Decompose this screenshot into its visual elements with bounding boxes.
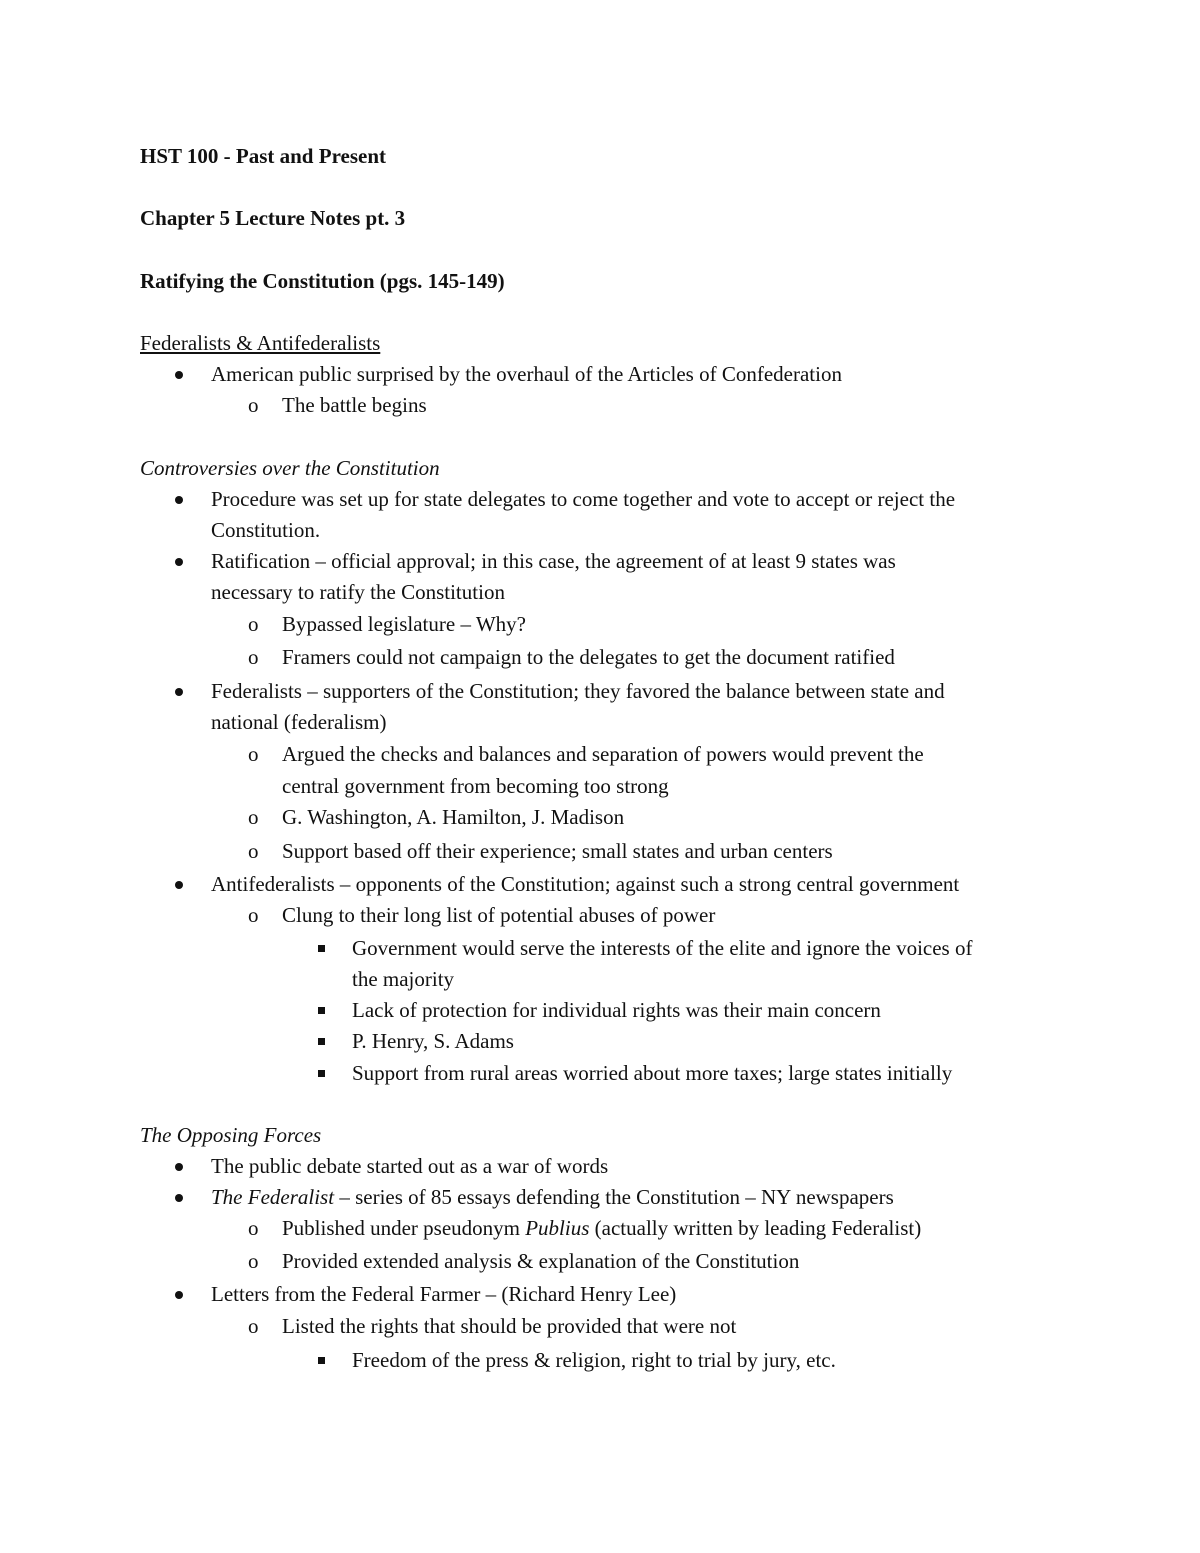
bullet-dot	[175, 358, 183, 390]
list-item: Provided extended analysis & explanation of the Constitution	[282, 1249, 800, 1273]
pseudonym-prefix: Published under pseudonym	[282, 1216, 526, 1240]
bullet-dot	[175, 675, 183, 707]
list-item	[282, 1212, 921, 1244]
pseudonym-name: Publius	[525, 1216, 590, 1240]
bullet-circle: o	[248, 1314, 259, 1338]
section-heading-opposing-forces: The Opposing Forces	[140, 1123, 322, 1147]
bullet-square	[318, 932, 325, 964]
pseudonym-suffix: (actually written by leading Federalist)	[589, 1216, 922, 1240]
bullet-square	[318, 1025, 325, 1057]
bullet-dot	[175, 868, 183, 900]
list-item: Federalists – supporters of the Constitution; they favored the balance between state and	[211, 679, 945, 703]
section-heading-controversies: Controversies over the Constitution	[140, 456, 440, 480]
list-item: P. Henry, S. Adams	[352, 1029, 514, 1053]
bullet-circle: o	[248, 1249, 259, 1273]
list-item: Letters from the Federal Farmer – (Richard Henry Lee)	[211, 1282, 677, 1306]
list-item: Clung to their long list of potential abuses of power	[282, 903, 716, 927]
bullet-square	[318, 994, 325, 1026]
list-item	[211, 1181, 894, 1213]
list-item: Support based off their experience; small states and urban centers	[282, 839, 833, 863]
section-heading-federalists: Federalists & Antifederalists	[140, 331, 381, 355]
list-item: Ratification – official approval; in this case, the agreement of at least 9 states was	[211, 549, 896, 573]
list-item-continuation: national (federalism)	[211, 710, 387, 734]
list-item-continuation: central government from becoming too strong	[282, 774, 669, 798]
federalist-description: – series of 85 essays defending the Constitution – NY newspapers	[334, 1185, 894, 1209]
list-item: Lack of protection for individual rights was their main concern	[352, 998, 881, 1022]
bullet-dot	[175, 483, 183, 515]
list-item: Government would serve the interests of the elite and ignore the voices of	[352, 936, 973, 960]
bullet-dot	[175, 1181, 183, 1213]
bullet-circle: o	[248, 393, 259, 417]
bullet-circle: o	[248, 839, 259, 863]
bullet-circle: o	[248, 612, 259, 636]
course-title: HST 100 - Past and Present	[140, 144, 386, 168]
bullet-circle: o	[248, 742, 259, 766]
list-item: Bypassed legislature – Why?	[282, 612, 526, 636]
list-item: American public surprised by the overhaul of the Articles of Confederation	[211, 362, 842, 386]
federalist-title: The Federalist	[211, 1185, 335, 1209]
chapter-title: Chapter 5 Lecture Notes pt. 3	[140, 206, 406, 230]
bullet-square	[318, 1344, 325, 1376]
bullet-circle: o	[248, 1216, 259, 1240]
bullet-circle: o	[248, 645, 259, 669]
list-item: Listed the rights that should be provided that were not	[282, 1314, 737, 1338]
list-item: Support from rural areas worried about more taxes; large states initially	[352, 1061, 953, 1085]
list-item: Argued the checks and balances and separation of powers would prevent the	[282, 742, 924, 766]
list-item: Freedom of the press & religion, right to trial by jury, etc.	[352, 1348, 836, 1372]
bullet-circle: o	[248, 903, 259, 927]
list-item: Antifederalists – opponents of the Constitution; against such a strong central government	[211, 872, 960, 896]
list-item: Procedure was set up for state delegates to come together and vote to accept or reject the	[211, 487, 956, 511]
list-item-continuation: necessary to ratify the Constitution	[211, 580, 505, 604]
list-item: G. Washington, A. Hamilton, J. Madison	[282, 805, 625, 829]
bullet-circle: o	[248, 805, 259, 829]
topic-title: Ratifying the Constitution (pgs. 145-149)	[140, 269, 505, 293]
bullet-square	[318, 1057, 325, 1089]
list-item: Framers could not campaign to the delegates to get the document ratified	[282, 645, 895, 669]
list-item-continuation: Constitution.	[211, 518, 321, 542]
list-item: The battle begins	[282, 393, 427, 417]
bullet-dot	[175, 545, 183, 577]
bullet-dot	[175, 1150, 183, 1182]
bullet-dot	[175, 1278, 183, 1310]
list-item-continuation: the majority	[352, 967, 455, 991]
list-item: The public debate started out as a war of words	[211, 1154, 609, 1178]
